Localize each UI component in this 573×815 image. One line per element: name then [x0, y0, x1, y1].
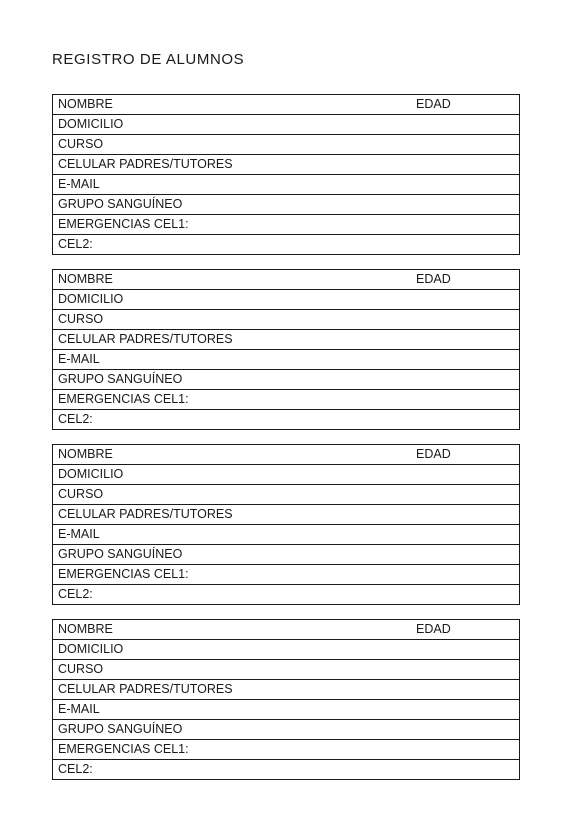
- name-row[interactable]: [53, 270, 519, 290]
- age-label: EDAD: [416, 97, 451, 111]
- email-label: E-MAIL: [58, 352, 100, 366]
- age-label: EDAD: [416, 622, 451, 636]
- address-label: DOMICILIO: [58, 117, 124, 131]
- student-record: [52, 444, 520, 605]
- emergency-phone2-label: CEL2:: [58, 587, 93, 601]
- parents-phone-label: CELULAR PADRES/TUTORES: [58, 157, 233, 171]
- blood-type-row[interactable]: [53, 195, 519, 215]
- address-row[interactable]: [53, 640, 519, 660]
- emergency-phone2-row[interactable]: [53, 235, 519, 254]
- emergency-phone1-label: EMERGENCIAS CEL1:: [58, 567, 189, 581]
- email-row[interactable]: [53, 700, 519, 720]
- parents-phone-label: CELULAR PADRES/TUTORES: [58, 507, 233, 521]
- parents-phone-row[interactable]: [53, 505, 519, 525]
- parents-phone-label: CELULAR PADRES/TUTORES: [58, 682, 233, 696]
- emergency-phone1-row[interactable]: [53, 740, 519, 760]
- emergency-phone2-row[interactable]: [53, 760, 519, 779]
- name-label: NOMBRE: [58, 622, 113, 636]
- student-record: [52, 269, 520, 430]
- emergency-phone1-label: EMERGENCIAS CEL1:: [58, 217, 189, 231]
- student-record: [52, 619, 520, 780]
- emergency-phone2-row[interactable]: [53, 585, 519, 604]
- email-row[interactable]: [53, 175, 519, 195]
- email-label: E-MAIL: [58, 702, 100, 716]
- email-label: E-MAIL: [58, 177, 100, 191]
- course-label: CURSO: [58, 662, 104, 676]
- page-title: REGISTRO DE ALUMNOS: [52, 51, 245, 68]
- course-label: CURSO: [58, 487, 104, 501]
- blood-type-label: GRUPO SANGUÍNEO: [58, 547, 183, 561]
- course-row[interactable]: [53, 485, 519, 505]
- emergency-phone2-label: CEL2:: [58, 237, 93, 251]
- age-label: EDAD: [416, 447, 451, 461]
- parents-phone-row[interactable]: [53, 330, 519, 350]
- emergency-phone2-label: CEL2:: [58, 412, 93, 426]
- emergency-phone1-row[interactable]: [53, 215, 519, 235]
- parents-phone-label: CELULAR PADRES/TUTORES: [58, 332, 233, 346]
- address-row[interactable]: [53, 465, 519, 485]
- email-row[interactable]: [53, 350, 519, 370]
- emergency-phone1-row[interactable]: [53, 390, 519, 410]
- emergency-phone1-label: EMERGENCIAS CEL1:: [58, 742, 189, 756]
- course-label: CURSO: [58, 312, 104, 326]
- course-label: CURSO: [58, 137, 104, 151]
- blood-type-row[interactable]: [53, 720, 519, 740]
- blood-type-label: GRUPO SANGUÍNEO: [58, 372, 183, 386]
- parents-phone-row[interactable]: [53, 680, 519, 700]
- emergency-phone2-label: CEL2:: [58, 762, 93, 776]
- course-row[interactable]: [53, 660, 519, 680]
- name-label: NOMBRE: [58, 97, 113, 111]
- address-row[interactable]: [53, 290, 519, 310]
- email-label: E-MAIL: [58, 527, 100, 541]
- name-row[interactable]: [53, 445, 519, 465]
- name-row[interactable]: [53, 95, 519, 115]
- address-row[interactable]: [53, 115, 519, 135]
- name-label: NOMBRE: [58, 272, 113, 286]
- emergency-phone1-row[interactable]: [53, 565, 519, 585]
- address-label: DOMICILIO: [58, 467, 124, 481]
- address-label: DOMICILIO: [58, 292, 124, 306]
- blood-type-row[interactable]: [53, 545, 519, 565]
- parents-phone-row[interactable]: [53, 155, 519, 175]
- emergency-phone2-row[interactable]: [53, 410, 519, 429]
- student-record: [52, 94, 520, 255]
- blood-type-label: GRUPO SANGUÍNEO: [58, 722, 183, 736]
- course-row[interactable]: [53, 310, 519, 330]
- age-label: EDAD: [416, 272, 451, 286]
- course-row[interactable]: [53, 135, 519, 155]
- blood-type-label: GRUPO SANGUÍNEO: [58, 197, 183, 211]
- name-row[interactable]: [53, 620, 519, 640]
- name-label: NOMBRE: [58, 447, 113, 461]
- email-row[interactable]: [53, 525, 519, 545]
- address-label: DOMICILIO: [58, 642, 124, 656]
- emergency-phone1-label: EMERGENCIAS CEL1:: [58, 392, 189, 406]
- blood-type-row[interactable]: [53, 370, 519, 390]
